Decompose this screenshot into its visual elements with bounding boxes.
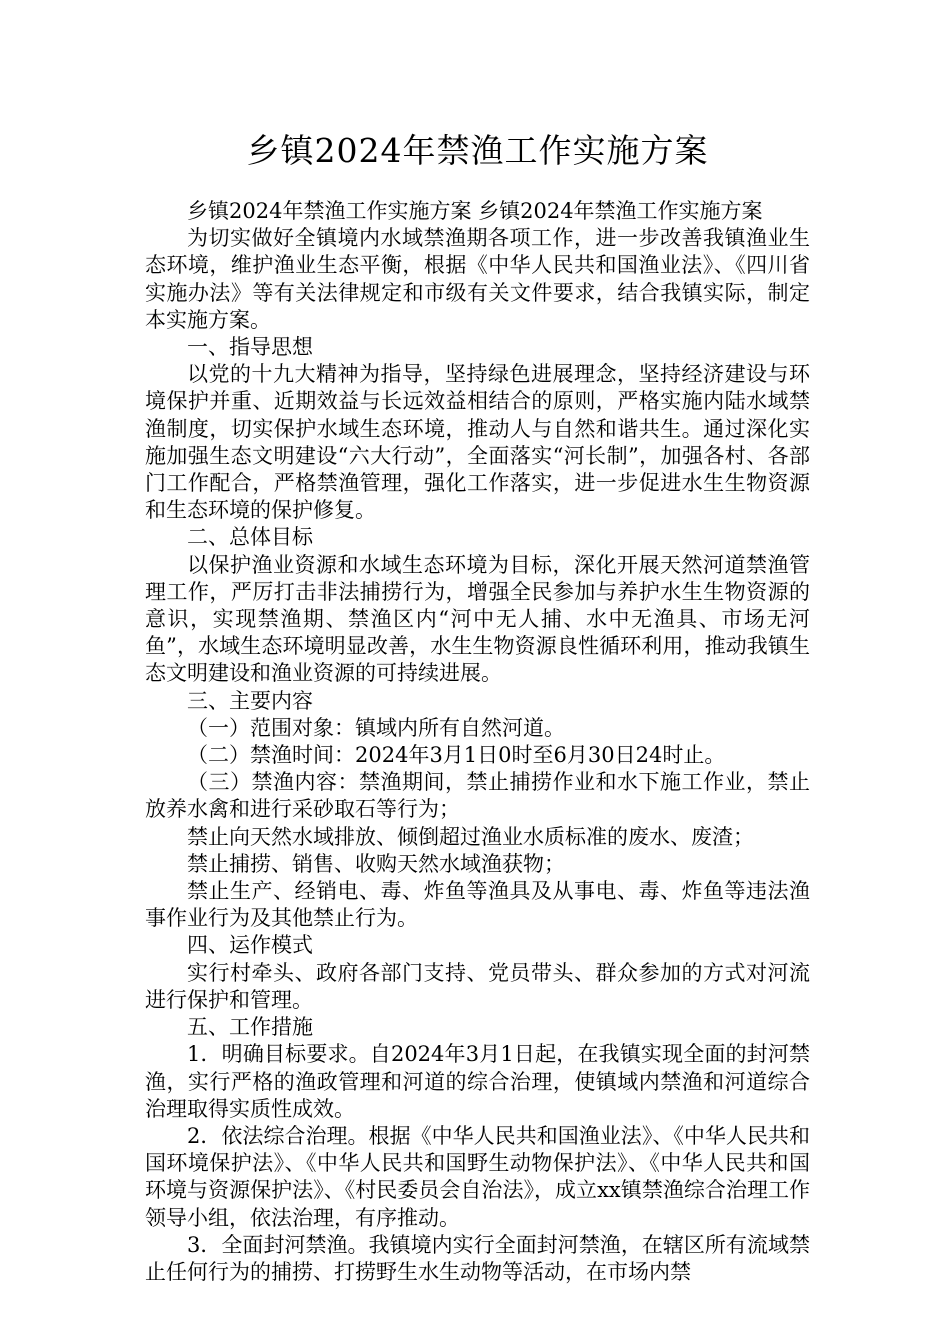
measure-3-paragraph: 3．全面封河禁渔。我镇境内实行全面封河禁渔，在辖区所有流域禁止任何行为的捕捞、打捞野生水生动物等活动，在市场内禁: [145, 1232, 810, 1284]
scope-item: （一）范围对象：镇域内所有自然河道。: [187, 715, 565, 740]
document-page: [145, 128, 810, 1286]
overall-goal-paragraph: 以保护渔业资源和水域生态环境为目标，深化开展天然河道禁渔管理工作，严厉打击非法捕捞行为，增强全民参加与养护水生生物资源的意识，实现禁渔期、禁渔区内“河中无人捕、水中无渔具、市场无河鱼”，水域生态环境明显改善，水生生物资源良性循环利用，推动我镇生态文明建设和渔业资源的可持续进展。: [145, 552, 810, 686]
section-heading-overall-goal: 二、总体目标: [187, 525, 313, 550]
ban-period-item: （二）禁渔时间：2024年3月1日0时至6月30日24时止。: [187, 743, 726, 768]
guiding-thought-paragraph: 以党的十九大精神为指导，坚持绿色进展理念，坚持经济建设与环境保护并重、近期效益与长远效益相结合的原则，严格实施内陆水域禁渔制度，切实保护水域生态环境，推动人与自然和谐共生。通过深化实施加强生态文明建设“六大行动”，全面落实“河长制”，加强各村、各部门工作配合，严格禁渔管理，强化工作落实，进一步促进水生生物资源和生态环境的保护修复。: [145, 362, 810, 523]
document-title: 乡镇2024年禁渔工作实施方案: [246, 131, 709, 170]
document-body: [145, 198, 810, 1286]
ban-catch-sale-item: 禁止捕捞、销售、收购天然水域渔获物；: [187, 851, 565, 876]
ban-discharge-item: 禁止向天然水域排放、倾倒超过渔业水质标准的废水、废渣；: [187, 824, 754, 849]
operation-mode-paragraph: 实行村牵头、政府各部门支持、党员带头、群众参加的方式对河流进行保护和管理。: [145, 960, 810, 1012]
intro-repeat-paragraph: 乡镇2024年禁渔工作实施方案 乡镇2024年禁渔工作实施方案: [187, 199, 763, 223]
section-heading-main-content: 三、主要内容: [187, 688, 313, 713]
section-heading-guiding-thought: 一、指导思想: [187, 335, 313, 360]
ban-content-item: （三）禁渔内容：禁渔期间，禁止捕捞作业和水下施工作业，禁止放养水禽和进行采砂取石等行为；: [145, 770, 810, 822]
section-heading-work-measures: 五、工作措施: [187, 1015, 313, 1040]
section-heading-operation-mode: 四、运作模式: [187, 933, 313, 958]
ban-illegal-gear-item: 禁止生产、经销电、毒、炸鱼等渔具及从事电、毒、炸鱼等违法渔事作业行为及其他禁止行为。: [145, 879, 810, 931]
measure-1-paragraph: 1．明确目标要求。自2024年3月1日起，在我镇实现全面的封河禁渔，实行严格的渔政管理和河道的综合治理，使镇域内禁渔和河道综合治理取得实质性成效。: [145, 1042, 810, 1121]
measure-2-paragraph: 2．依法综合治理。根据《中华人民共和国渔业法》、《中华人民共和国环境保护法》、《中华人民共和国野生动物保护法》、《中华人民共和国环境与资源保护法》、《村民委员会自治法》，成立xx镇禁渔综合治理工作领导小组，依法治理，有序推动。: [145, 1123, 810, 1230]
preamble-paragraph: 为切实做好全镇境内水域禁渔期各项工作，进一步改善我镇渔业生态环境，维护渔业生态平衡，根据《中华人民共和国渔业法》、《四川省实施办法》等有关法律规定和市级有关文件要求，结合我镇实际，制定本实施方案。: [145, 226, 810, 332]
